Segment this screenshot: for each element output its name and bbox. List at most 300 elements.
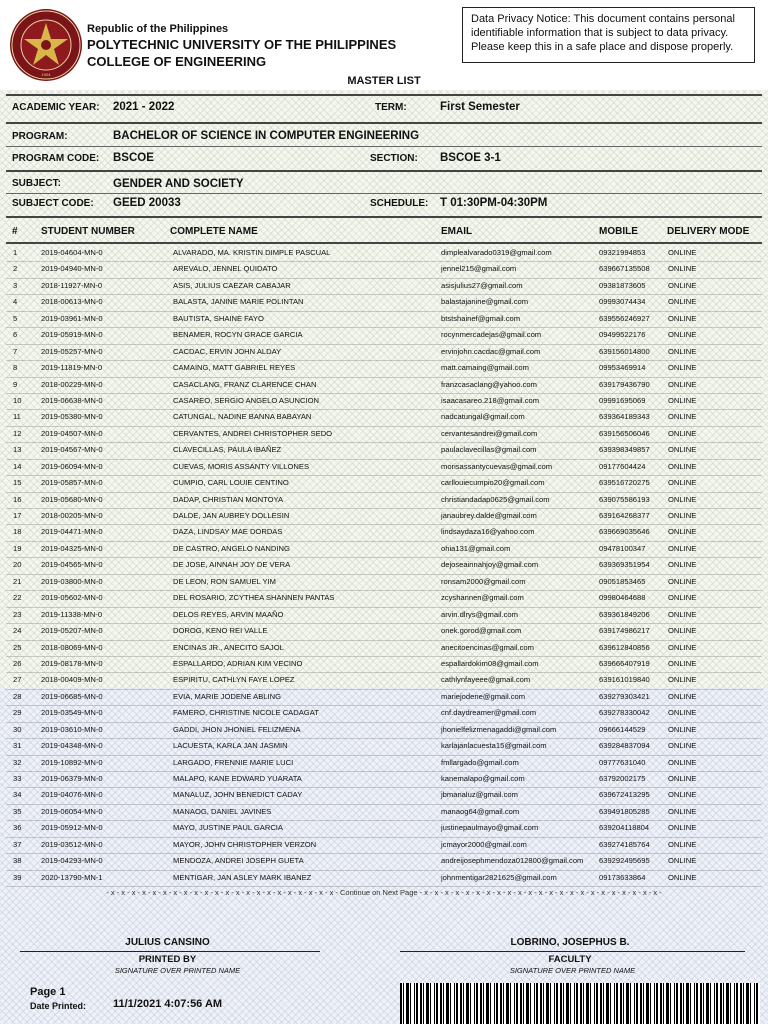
row-number: 24 (13, 626, 22, 636)
student-email: johnmentigar2821625@gmail.com (441, 872, 557, 882)
table-row (0, 379, 768, 395)
student-email: ervinjohn.cacdac@gmail.com (441, 346, 541, 356)
divider (6, 146, 762, 147)
student-number: 2019-06094-MN-0 (41, 461, 103, 471)
student-email: christiandadap0625@gmail.com (441, 494, 550, 504)
delivery-mode: ONLINE (668, 395, 697, 405)
delivery-mode: ONLINE (668, 790, 697, 800)
student-email: janaubrey.dalde@gmail.com (441, 511, 537, 520)
student-name: CATUNGAL, NADINE BANNA BABAYAN (173, 412, 312, 422)
divider (6, 94, 762, 96)
program-label: PROGRAM: (12, 131, 68, 142)
student-name: DALDE, JAN AUBREY DOLLESIN (173, 511, 290, 520)
delivery-mode: ONLINE (668, 823, 697, 833)
student-name: CAMAING, MATT GABRIEL REYES (173, 363, 296, 373)
student-email: andreijosephmendoza012800@gmail.com (441, 856, 584, 866)
student-name: BENAMER, ROCYN GRACE GARCIA (173, 330, 303, 340)
student-name: CLAVECILLAS, PAULA IBAÑEZ (173, 445, 282, 455)
table-row (0, 691, 768, 707)
student-email: jcmayor2000@gmail.com (441, 839, 527, 849)
student-number: 2019-03800-MN-0 (41, 576, 103, 586)
student-number: 2018-00229-MN-0 (41, 379, 103, 389)
svg-text:1904: 1904 (41, 72, 51, 77)
row-number: 14 (13, 461, 22, 471)
delivery-mode: ONLINE (668, 741, 697, 751)
student-email: cnf.daydreamer@gmail.com (441, 708, 537, 718)
student-email: asisjulius27@gmail.com (441, 280, 523, 290)
col-header-complete-name: COMPLETE NAME (170, 226, 258, 237)
table-row (0, 494, 768, 510)
section-value: BSCOE 3-1 (440, 152, 501, 164)
student-mobile: 639369351954 (599, 560, 650, 570)
page-number: Page 1 (30, 986, 66, 998)
table-row (0, 313, 768, 329)
student-email: jennel215@gmail.com (441, 264, 517, 274)
delivery-mode: ONLINE (668, 576, 697, 586)
delivery-mode: ONLINE (668, 839, 697, 849)
student-name: MAYO, JUSTINE PAUL GARCIA (173, 823, 283, 833)
student-name: LACUESTA, KARLA JAN JASMIN (173, 741, 288, 751)
subject-value: GENDER AND SOCIETY (113, 178, 244, 190)
student-name: GADDI, JHON JHONIEL FELIZMENA (173, 724, 301, 734)
student-email: onek.gorod@gmail.com (441, 626, 522, 636)
student-name: ALVARADO, MA. KRISTIN DIMPLE PASCUAL (173, 248, 331, 257)
student-email: franzcasaclang@yahoo.com (441, 379, 537, 389)
student-number: 2019-04567-MN-0 (41, 445, 103, 455)
student-number: 2019-10892-MN-0 (41, 757, 103, 767)
table-row (0, 592, 768, 608)
delivery-mode: ONLINE (668, 363, 697, 373)
table-row (0, 395, 768, 411)
student-number: 2019-05602-MN-0 (41, 593, 103, 603)
table-row (0, 839, 768, 855)
student-mobile: 639278330042 (599, 708, 650, 718)
delivery-mode: ONLINE (668, 543, 697, 553)
delivery-mode: ONLINE (668, 872, 697, 882)
student-number: 2019-04076-MN-0 (41, 790, 103, 800)
student-name: DEL ROSARIO, ZCYTHEA SHANNEN PANTAS (173, 593, 335, 603)
student-name: MENTIGAR, JAN ASLEY MARK IBANEZ (173, 872, 312, 882)
student-name: DE LEON, RON SAMUEL YIM (173, 576, 276, 586)
student-name: FAMERO, CHRISTINE NICOLE CADAGAT (173, 708, 319, 718)
student-name: DAZA, LINDSAY MAE DORDAS (173, 527, 283, 537)
delivery-mode: ONLINE (668, 346, 697, 356)
row-number: 9 (13, 379, 18, 389)
student-mobile: 639075586193 (599, 494, 650, 504)
table-row (0, 625, 768, 641)
delivery-mode: ONLINE (668, 642, 697, 652)
student-mobile: 639174986217 (599, 626, 650, 636)
student-mobile: 09499522176 (599, 330, 646, 340)
table-row (0, 789, 768, 805)
program-code-value: BSCOE (113, 152, 154, 164)
faculty-name: LOBRINO, JOSEPHUS B. (510, 937, 630, 948)
student-mobile: 639156014800 (599, 346, 650, 356)
table-row (0, 444, 768, 460)
student-name: CUMPIO, CARL LOUIE CENTINO (173, 478, 289, 488)
student-mobile: 09980464688 (599, 593, 646, 603)
student-email: cathlynfayeee@gmail.com (441, 675, 531, 685)
student-mobile: 639556246927 (599, 313, 650, 323)
student-email: espallardokim08@gmail.com (441, 658, 539, 668)
student-name: MENDOZA, ANDREI JOSEPH GUETA (173, 856, 304, 866)
student-number: 2019-05912-MN-0 (41, 823, 103, 833)
row-number: 2 (13, 264, 18, 274)
row-number: 23 (13, 609, 22, 619)
student-name: LARGADO, FRENNIE MARIE LUCI (173, 757, 294, 767)
student-name: BAUTISTA, SHAINE FAYO (173, 313, 264, 323)
row-number: 3 (13, 280, 18, 290)
student-email: btstshainef@gmail.com (441, 313, 521, 323)
delivery-mode: ONLINE (668, 445, 697, 455)
barcode-icon (400, 983, 760, 1024)
student-mobile: 639516720275 (599, 478, 650, 488)
student-number: 2019-04604-MN-0 (41, 248, 103, 257)
table-row (0, 724, 768, 740)
student-email: jbmanaluz@gmail.com (441, 790, 518, 800)
delivery-mode: ONLINE (668, 806, 697, 816)
student-number: 2019-05380-MN-0 (41, 412, 103, 422)
table-row (0, 461, 768, 477)
student-mobile: 09381873605 (599, 280, 646, 290)
term-value: First Semester (440, 101, 520, 113)
divider (6, 242, 762, 244)
delivery-mode: ONLINE (668, 708, 697, 718)
table-row (0, 773, 768, 789)
student-number: 2019-08178-MN-0 (41, 658, 103, 668)
table-row (0, 247, 768, 263)
row-number: 11 (13, 412, 21, 422)
table-row (0, 822, 768, 838)
table-row (0, 642, 768, 658)
table-row (0, 296, 768, 312)
student-mobile: 09993074434 (599, 297, 646, 307)
student-mobile: 639669035646 (599, 527, 650, 537)
row-number: 31 (13, 741, 22, 751)
col-header-delivery-mode: DELIVERY MODE (667, 226, 750, 237)
table-row (0, 428, 768, 444)
student-name: ESPIRITU, CATHLYN FAYE LOPEZ (173, 675, 295, 685)
table-row (0, 806, 768, 822)
student-number: 2019-05257-MN-0 (41, 346, 103, 356)
row-number: 17 (13, 511, 22, 520)
delivery-mode: ONLINE (668, 593, 697, 603)
subject-code-value: GEED 20033 (113, 197, 181, 209)
academic-year-value: 2021 - 2022 (113, 101, 175, 113)
student-number: 2019-04293-MN-0 (41, 856, 103, 866)
signature-line (20, 951, 320, 952)
student-number: 2019-03610-MN-0 (41, 724, 103, 734)
student-mobile: 63792002175 (599, 774, 646, 783)
row-number: 12 (13, 428, 22, 438)
student-number: 2019-03549-MN-0 (41, 708, 103, 718)
table-row (0, 855, 768, 871)
delivery-mode: ONLINE (668, 248, 697, 257)
student-number: 2019-04565-MN-0 (41, 560, 103, 570)
student-number: 2018-00613-MN-0 (41, 297, 103, 307)
student-number: 2019-05919-MN-0 (41, 330, 103, 340)
student-mobile: 09051853465 (599, 576, 646, 586)
subject-code-label: SUBJECT CODE: (12, 198, 94, 209)
university-seal-icon (9, 8, 83, 82)
student-number: 2020-13790-MN-1 (41, 872, 103, 882)
student-number: 2018-00409-MN-0 (41, 675, 103, 685)
table-row (0, 280, 768, 296)
table-row (0, 609, 768, 625)
student-number: 2019-06379-MN-0 (41, 774, 103, 783)
student-number: 2018-11927-MN-0 (41, 280, 103, 290)
student-mobile: 639364189343 (599, 412, 650, 422)
row-number: 19 (13, 543, 22, 553)
printed-by-caption: SIGNATURE OVER PRINTED NAME (114, 966, 241, 975)
row-number: 15 (13, 478, 22, 488)
student-mobile: 09953469914 (599, 363, 646, 373)
student-name: CERVANTES, ANDREI CHRISTOPHER SEDO (173, 428, 333, 438)
subject-label: SUBJECT: (12, 178, 61, 189)
delivery-mode: ONLINE (668, 609, 697, 619)
student-number: 2019-04940-MN-0 (41, 264, 103, 274)
student-name: CASACLANG, FRANZ CLARENCE CHAN (173, 379, 317, 389)
student-number: 2019-04325-MN-0 (41, 543, 103, 553)
delivery-mode: ONLINE (668, 757, 697, 767)
student-mobile: 639666407919 (599, 658, 650, 668)
student-email: isaacasareo.218@gmail.com (441, 395, 540, 405)
row-number: 4 (13, 297, 18, 307)
student-mobile: 639179436790 (599, 379, 650, 389)
student-number: 2019-11338-MN-0 (41, 609, 103, 619)
academic-year-label: ACADEMIC YEAR: (12, 102, 100, 113)
row-number: 22 (13, 593, 22, 603)
table-row (0, 543, 768, 559)
delivery-mode: ONLINE (668, 494, 697, 504)
row-number: 18 (13, 527, 22, 537)
row-number: 33 (13, 774, 22, 783)
row-number: 27 (13, 675, 22, 685)
row-number: 16 (13, 494, 22, 504)
student-number: 2018-00205-MN-0 (41, 511, 103, 520)
student-number: 2019-06638-MN-0 (41, 395, 103, 405)
student-number: 2019-05857-MN-0 (41, 478, 103, 488)
delivery-mode: ONLINE (668, 527, 697, 537)
student-name: ASIS, JULIUS CAEZAR CABAJAR (173, 280, 291, 290)
table-row (0, 526, 768, 542)
student-email: matt.camaing@gmail.com (441, 363, 529, 373)
student-number: 2019-06054-MN-0 (41, 806, 103, 816)
student-email: fmllargado@gmail.com (441, 757, 519, 767)
student-table (0, 247, 768, 888)
delivery-mode: ONLINE (668, 511, 697, 520)
student-email: zcyshannen@gmail.com (441, 593, 524, 603)
table-row (0, 346, 768, 362)
student-number: 2019-03961-MN-0 (41, 313, 103, 323)
student-name: MALAPO, KANE EDWARD YUARATA (173, 774, 302, 783)
college-name: COLLEGE OF ENGINEERING (87, 54, 267, 69)
divider (6, 170, 762, 172)
student-mobile: 09173633864 (599, 872, 646, 882)
section-label: SECTION: (370, 153, 418, 164)
divider (6, 216, 762, 218)
printed-by-role: PRINTED BY (138, 954, 197, 965)
student-mobile: 09666144529 (599, 724, 646, 734)
table-row (0, 674, 768, 690)
student-mobile: 09321994853 (599, 248, 646, 257)
row-number: 34 (13, 790, 22, 800)
delivery-mode: ONLINE (668, 297, 697, 307)
delivery-mode: ONLINE (668, 412, 697, 422)
student-email: kanemalapo@gmail.com (441, 774, 525, 783)
student-email: nadcatungal@gmail.com (441, 412, 525, 422)
student-mobile: 639284837094 (599, 741, 650, 751)
student-email: carllouiecumpio20@gmail.com (441, 478, 545, 488)
student-email: ronsam2000@gmail.com (441, 576, 526, 586)
printed-by-name: JULIUS CANSINO (125, 937, 210, 948)
student-mobile: 639361849206 (599, 609, 650, 619)
table-row (0, 707, 768, 723)
row-number: 37 (13, 839, 22, 849)
table-row (0, 362, 768, 378)
student-name: EVIA, MARIE JODENE ABLING (173, 691, 282, 701)
table-row (0, 757, 768, 773)
delivery-mode: ONLINE (668, 724, 697, 734)
row-number: 30 (13, 724, 22, 734)
republic-line: Republic of the Philippines (87, 23, 229, 35)
student-mobile: 639274185764 (599, 839, 650, 849)
student-mobile: 639398349857 (599, 445, 650, 455)
student-mobile: 09777631040 (599, 757, 646, 767)
student-email: justinepaulmayo@gmail.com (441, 823, 539, 833)
program-code-label: PROGRAM CODE: (12, 153, 100, 164)
table-row (0, 263, 768, 279)
row-number: 8 (13, 363, 18, 373)
delivery-mode: ONLINE (668, 691, 697, 701)
col-header-mobile: MOBILE (599, 226, 638, 237)
student-mobile: 639204118804 (599, 823, 650, 833)
row-number: 7 (13, 346, 18, 356)
delivery-mode: ONLINE (668, 658, 697, 668)
student-number: 2019-04471-MN-0 (41, 527, 103, 537)
table-row (0, 740, 768, 756)
student-mobile: 639279303421 (599, 691, 650, 701)
row-number: 26 (13, 658, 22, 668)
student-name: ENCINAS JR., ANECITO SAJOL (173, 642, 284, 652)
student-name: CASAREO, SERGIO ANGELO ASUNCION (173, 395, 320, 405)
student-name: MANAOG, DANIEL JAVINES (173, 806, 272, 816)
student-name: MANALUZ, JOHN BENEDICT CADAY (173, 790, 303, 800)
date-printed-value: 11/1/2021 4:07:56 AM (113, 998, 223, 1010)
continue-note: - x - x - x - x - x - x - x - x - x - x - x - x - x - x - x - x - x - x - x - x - x - x - Continue on Next Page - x - x - x - x - x - x - x - x - x - x - x - x - x - x - x - x - x - x - x - x - x - x - x - (106, 888, 662, 897)
col-header-email: EMAIL (441, 226, 473, 237)
delivery-mode: ONLINE (668, 774, 697, 783)
student-email: karlajanlacuesta15@gmail.com (441, 741, 547, 751)
student-mobile: 09478100347 (599, 543, 646, 553)
row-number: 21 (13, 576, 22, 586)
student-mobile: 639612840856 (599, 642, 650, 652)
delivery-mode: ONLINE (668, 330, 697, 340)
term-label: TERM: (375, 102, 407, 113)
signature-line (400, 951, 745, 952)
table-row (0, 872, 768, 888)
university-name: POLYTECHNIC UNIVERSITY OF THE PHILIPPINES (87, 37, 397, 52)
faculty-caption: SIGNATURE OVER PRINTED NAME (509, 966, 636, 975)
student-mobile: 639164268377 (599, 511, 650, 520)
table-row (0, 329, 768, 345)
row-number: 20 (13, 560, 22, 570)
student-email: balastajanine@gmail.com (441, 297, 529, 307)
student-name: BALASTA, JANINE MARIE POLINTAN (173, 297, 304, 307)
row-number: 13 (13, 445, 22, 455)
page-title: MASTER LIST (347, 75, 421, 87)
faculty-role: FACULTY (548, 954, 592, 965)
student-email: cervantesandrei@gmail.com (441, 428, 538, 438)
student-email: lindsaydaza16@yahoo.com (441, 527, 535, 537)
table-row (0, 559, 768, 575)
delivery-mode: ONLINE (668, 313, 697, 323)
student-name: DE CASTRO, ANGELO NANDING (173, 543, 290, 553)
row-number: 36 (13, 823, 22, 833)
student-email: anecitoencinas@gmail.com (441, 642, 534, 652)
program-value: BACHELOR OF SCIENCE IN COMPUTER ENGINEERING (113, 130, 420, 142)
schedule-label: SCHEDULE: (370, 198, 429, 209)
student-number: 2019-05207-MN-0 (41, 626, 103, 636)
student-mobile: 639292495695 (599, 856, 650, 866)
student-email: manaog64@gmail.com (441, 806, 520, 816)
student-number: 2019-04348-MN-0 (41, 741, 103, 751)
delivery-mode: ONLINE (668, 379, 697, 389)
student-email: paulaclavecillas@gmail.com (441, 445, 537, 455)
delivery-mode: ONLINE (668, 264, 697, 274)
col-header-number: # (12, 226, 18, 237)
table-row (0, 477, 768, 493)
row-number: 28 (13, 691, 22, 701)
delivery-mode: ONLINE (668, 626, 697, 636)
student-name: DOROG, KENO REI VALLE (173, 626, 268, 636)
student-email: rocynmercadejas@gmail.com (441, 330, 542, 340)
table-row (0, 411, 768, 427)
divider (6, 193, 762, 194)
delivery-mode: ONLINE (668, 675, 697, 685)
row-number: 38 (13, 856, 22, 866)
student-name: CACDAC, ERVIN JOHN ALDAY (173, 346, 282, 356)
student-email: morisassantycuevas@gmail.com (441, 461, 553, 471)
student-mobile: 639667135508 (599, 264, 650, 274)
table-row (0, 658, 768, 674)
student-number: 2019-06685-MN-0 (41, 691, 103, 701)
row-number: 25 (13, 642, 22, 652)
student-mobile: 639156506046 (599, 428, 650, 438)
student-number: 2019-11819-MN-0 (41, 363, 103, 373)
student-name: DE JOSE, AINNAH JOY DE VERA (173, 560, 291, 570)
student-email: dejoseainnahjoy@gmail.com (441, 560, 539, 570)
delivery-mode: ONLINE (668, 856, 697, 866)
row-number: 10 (13, 395, 22, 405)
student-mobile: 639672413295 (599, 790, 650, 800)
row-number: 29 (13, 708, 22, 718)
privacy-notice: Data Privacy Notice: This document contains personal identifiable information that is subject to data privacy. Please keep this in a safe place and dispose properly. (462, 7, 755, 63)
delivery-mode: ONLINE (668, 280, 697, 290)
delivery-mode: ONLINE (668, 461, 697, 471)
row-number: 1 (13, 248, 18, 257)
student-number: 2019-05680-MN-0 (41, 494, 103, 504)
student-email: mariejodene@gmail.com (441, 691, 526, 701)
university-heading (87, 23, 396, 69)
student-number: 2018-08069-MN-0 (41, 642, 103, 652)
student-name: AREVALO, JENNEL QUIDATO (173, 264, 278, 274)
student-name: DELOS REYES, ARVIN MAAÑO (173, 609, 284, 619)
row-number: 32 (13, 757, 22, 767)
col-header-student-number: STUDENT NUMBER (41, 226, 135, 237)
delivery-mode: ONLINE (668, 428, 697, 438)
student-name: DADAP, CHRISTIAN MONTOYA (173, 494, 284, 504)
